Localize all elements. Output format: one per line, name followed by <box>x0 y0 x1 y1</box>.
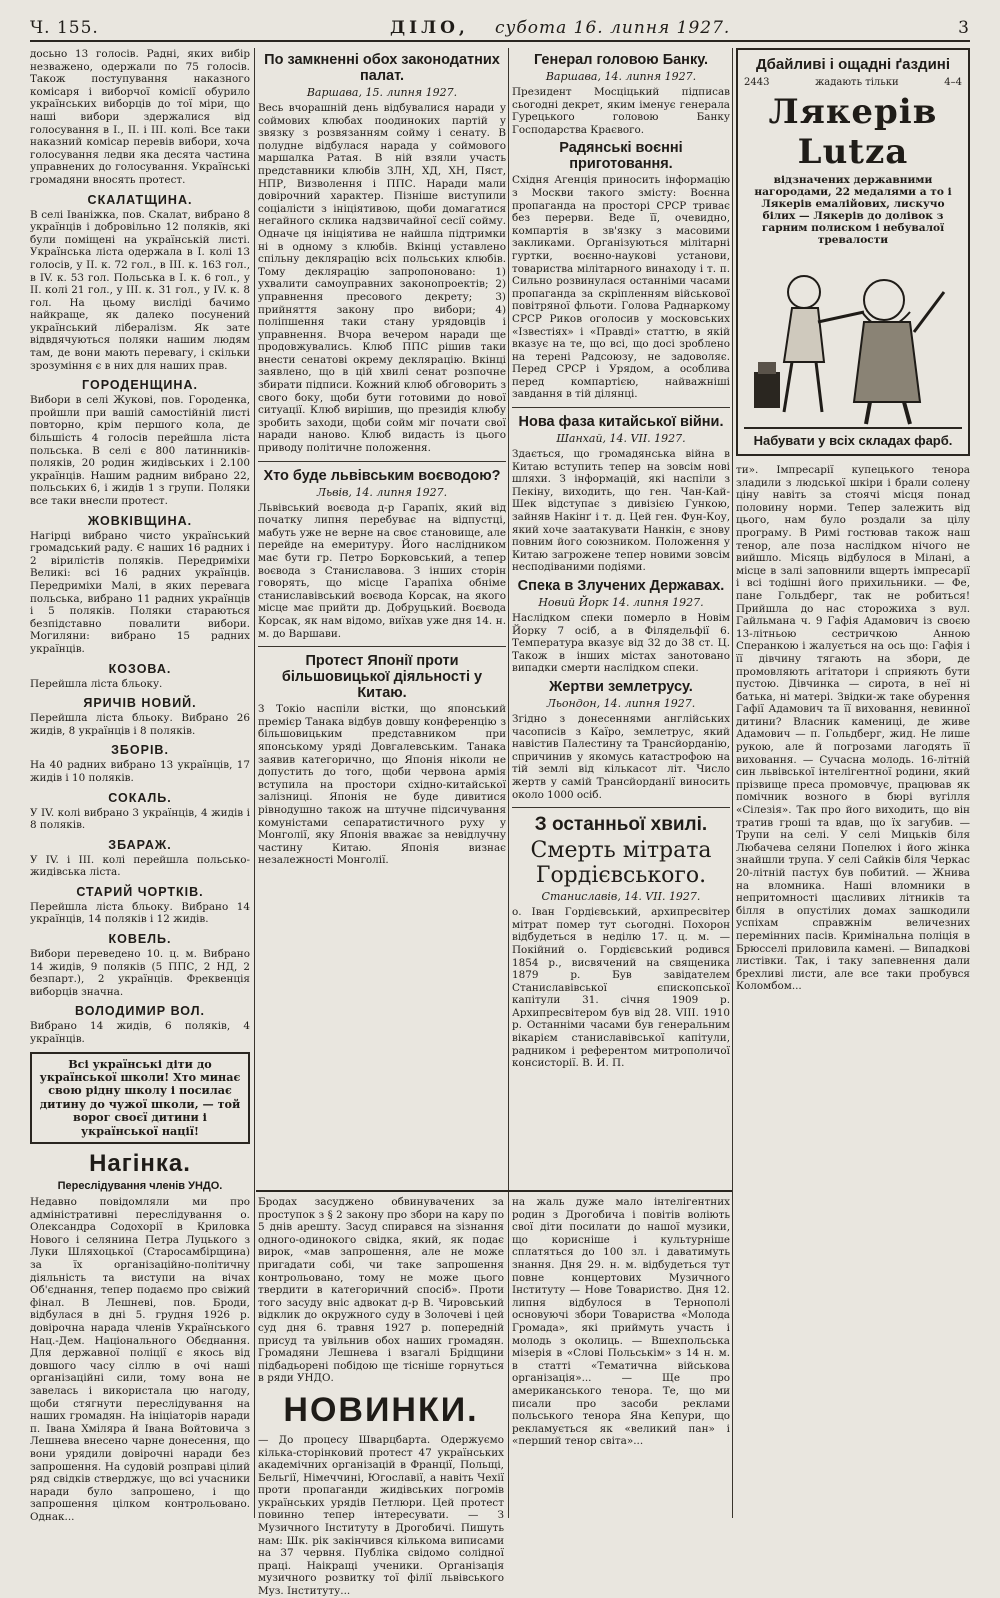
dateline: Льондон, 14. липня 1927. <box>546 696 696 710</box>
town-heading: ЯРИЧІВ НОВИЙ. <box>83 696 197 711</box>
town-heading: КОЗОВА. <box>108 661 172 676</box>
town-report: Перейшла ліста бльоку. Вибрано 26 жидів, 8 українців і 8 поляків. <box>30 712 250 737</box>
page-number: 3 <box>958 18 970 38</box>
article-separator <box>512 407 730 408</box>
town-report: У IV. колі вибрано 3 українців, 4 жидів і 8 поляків. <box>30 806 250 832</box>
paint-can-lid <box>758 362 776 374</box>
town-report: Вибори в селі Жукові, пов. Городенка, пройшли при вашій самостійній листі повторно, крім першого кола, де більшість 4 голосів перейшла ліста польська. В селі є 800 латинників-поляків, 20 родин жидівських і 2.100 українців. Нашим радним вибрано 22, польських 6, і жидів 1 з групи. Поляки все таки внесли протест. <box>30 394 250 507</box>
figure-head <box>788 276 820 308</box>
ad-footer: Набувати у всіх складах фарб. <box>744 427 962 448</box>
man-legs <box>866 402 910 424</box>
article-title: По замкненні обох законодатних палат. <box>264 52 500 84</box>
town-heading: ЖОВКІВЩИНА. <box>87 513 193 528</box>
man-body <box>854 322 920 402</box>
article-title: Спека в Злучених Державах. <box>517 578 725 594</box>
dateline: Шанхай, 14. VII. 1927. <box>556 432 686 446</box>
town-report: Вибрано 14 жидів, 6 поляків, 4 українців. <box>30 1020 250 1046</box>
column-2 <box>258 48 506 1186</box>
man-head <box>864 280 904 320</box>
article-separator <box>512 807 730 808</box>
article-text: Львівський воєвода д-р Гарапіх, який від початку липня перебуває на відпустці, мабуть уже не верне на своє становище, але перейде на емеритуру. Його наслідником має бути гр. Петро Борковський, а тепер воєвода з Станиславова. З інших сторін говорять, що місце Гарапіха обніме станиславівський воєвода Корсак, на якого місце має прийти др. Добруцький. Воєвода Корсак, як нам відомо, виїхав уже дня 14. н. м. до Варшави. <box>258 501 506 640</box>
news-section-title: НОВИНКИ. <box>283 1390 479 1429</box>
town-report: На 40 радних вибрано 13 українців, 17 жидів і 10 поляків. <box>30 759 250 784</box>
article-separator <box>258 646 506 647</box>
column-rule <box>508 48 509 1518</box>
ad-headline: Дбайливі і ощадні ґаздині <box>755 56 951 73</box>
article-text: Президент Мосціцький підписав сьогодні декрет, яким іменує генерала Гурецького головою Банку Господарства Краєвого. <box>512 86 730 136</box>
dateline: Львів, 14. липня 1927. <box>316 485 448 499</box>
town-report: У IV. і III. колі перейшла польсько-жидівська ліста. <box>30 853 250 879</box>
man-arm <box>914 292 944 332</box>
town-report: Перейшла ліста бльоку. <box>30 677 163 690</box>
column-rule <box>732 48 733 1518</box>
article-text: Згідно з донесеннями англійських часописів з Каїро, землетрус, який навістив Палестину та Трансйорданію, спричинив у якомусь катастрофою на тій землі від кількасот літ. Число жертв у самій Трансйорданії виносить около 1000 осіб. <box>512 712 730 801</box>
ad-description: відзначених державними нагородами, 22 медалями а то і Лякерів емалійових, лискучо білих — Лякерів до долівок з гарним полиском і небувалої тревалости <box>754 174 952 246</box>
article-text: Східня Агенція приносить інформацію з Москви такого змісту: Воєнна пропаганда на просторі СРСР триває без перерви. Веде її, очевидно, компартія в зв'язку з масовими закликами. Організуються мілітарні гуртки, воєнно-наукові установи, товариства мілітарного винаходу і т. п. Сильно розвинулася останніми часами пропаганда за скріпленням військової повітряної фльоти. Голова Раднаркому СРСР Риков оголосив у московських «Ізвестіях» і «Правді» статтю, в якій вказує на те, що всі, що досі зроблено на терені Радсоюзу, не задоволяє. Перед СРСР і Урядом, а особлива перед компартією, найважніші завдання в тій ділянці. <box>512 174 730 401</box>
town-heading: ГОРОДЕНЩИНА. <box>82 378 198 393</box>
article-text: З Токіо наспіли вістки, що японський премієр Танака відбув довшу конференцію з більшовицьким представником при японському уряді Довгалевським. Танака заявив категорично, що Японія ніколи не допустить до того, щоби червона армія вступила на простори східно-китайської залізниці. Японія не буде дивитися рівнодушно також на штучне підсичування комуністами сепаратистичного руху у Монголії, яку Японія вважає за невідлучну частину Китаю. Японія визнає незалежності Монголії. <box>258 703 506 867</box>
nahinka-title: Нагінка. <box>89 1150 191 1178</box>
article-text: Бродах засуджено обвинувачених за проступок з § 2 закону про збори на кару по 5 днів арешту. Засуд спирався на зізнання одного-одинокого свідка, який, як подає вирок, «мав запрошення, але не може пригадати собі, чи таке запрошення контрольовано, тому не може цього твердити в категоричний спосіб». Проти того засуду вніс адвокат д-р В. Чировський відклик до окружного суду в Золочеві і цей суд дня 6. травня 1927 р. попередній присуд та увільнив обох наших громадян. Громадяни Лешнева і взагалі Брідщини підбадьорені побідою ще тісніше горнуться в ряди УНДО. <box>258 1196 504 1385</box>
intro-paragraph: досьно 13 голосів. Радні, яких вибір незважено, одержали по 75 голосів. Також поступування наказного комісаря і виборчої комісії обурило українських виборців до тої міри, що наші вибори здержалися від голосування в I., II. і III. колі. Все таки наказний комісар перевів вибори, хоча голосування ледви яка десята частина управнених до голосування. Українські громадяни вносять протест. <box>30 48 250 186</box>
town-heading: СКАЛАТЩИНА. <box>87 192 193 207</box>
town-heading: ЗБАРАЖ. <box>108 837 172 852</box>
article-title: Радянські воєнні приготовання. <box>559 140 683 173</box>
article-text: о. Іван Гордієвський, архипресвітер мітрат помер тут сьогодні. Похорон відбудеться в неділю 17. ц. м. — Покійний о. Гордієвський родився 1854 р., висвячений на священика 1879 р. Був завідателем Станиславівської єпископської капітули 31. січня 1909 р. Архипресвітером був від 28. VIII. 1910 р. Останніми часами був генеральним вікарієм станиславівської капітули, радником і референтом митрополичої консисторії. В. И. П. <box>512 906 730 1070</box>
issue-number: Ч. 155. <box>30 18 99 38</box>
town-report: Перейшла ліста бльоку. Вибрано 14 українців, 14 поляків і 12 жидів. <box>30 900 250 926</box>
figure-body <box>784 308 824 362</box>
ad-illustration <box>744 252 954 430</box>
article-title: Хто буде львівським воєводою? <box>263 467 501 484</box>
article-title: Жертви землетрусу. <box>549 678 693 695</box>
article-text: — До процесу Шварцбарта. Одержуємо кілька-сторінковий протест 47 українських академічних організацій в Франції, Польщі, Бельгії, Німеччині, Югославії, а навіть Чехії проти пропаганди жидівських погромів українських урядів Петлюри. Цей протест повинно тепер інтересувати. — З Музичного Інституту в Дрогобичі. Пишуть нам: Шк. рік закінчився кількома виписами на 37 червня. Публіка свідомо солідної праці. Наікращі ученики. Організація музичного розвитку тої філії львівського Муз. Інституту... <box>258 1433 504 1598</box>
figure-arm <box>818 312 864 322</box>
ad-brand: Лякерів Lutza <box>768 92 938 172</box>
news-section-right <box>512 1196 730 1514</box>
breaking-news-title: З останньої хвилі. <box>534 814 708 836</box>
article-text: Наслідком спеки померло в Новім Йорку 7 осіб, а в Філядельфії 6. Температура вказує від 32 до 38 ст. Ц. Також в інших містах занотовано випадки смерти наслідком спеки. <box>512 612 730 675</box>
ad-code-left: 2443 <box>744 77 770 88</box>
article-text: на жаль дуже мало інтелігентних родин з Дрогобича і повітів воліють свої діти посилати до нашої музики, що корисніше і культурніше сплатяться до 100 зл. і даватимуть знання. Дня 29. н. м. відбудеться тут повне концертових Музичного Інституту — Нове Товариство. Дня 12. липня відбулося в Тернополі основуючі збори Товариства «Молода Громада», які приймуть участь і молодь з околиць. — Вшехпольська мізерія в «Слові Польськім» з 14 н. м. в статті «Тематична військова організація»... — Ще про американського тенора. Те, що ми писали про засоби реклами польського тенора Яна Кепури, що рекламується як «великий пан» і «перший тенор світа»... <box>512 1196 730 1448</box>
article-text: Весь вчорашній день відбувалися наради у соймових клюбах поодиноких партій у звязку з розвязанням сойму і сенату. В полудне відбулася нарада у соймового маршалка Ратая. В ній взяли участь представники клюбів ЗЛН, ХД, ХН, Пяст, НПР, Визволення і ППС. Наради мали довірочний характер. Пізніше виступили соціалісти з ініціятивою, щоби домагатися негайного склика надзвичайної сесії сойму. Одначе ця ініціятива не найшла підтримки ні в одному з клюбів. Вкінці уставлено спільну деклярацію всіх польських клюбів. Тому деклярацію запропоновано: 1) ухвалити самоуправних законопроектів; 2) управнення пресового декрету; 3) прийняття закону про вибори; 4) поліпшення таки стану урядовців і управнення. Вчора вечером наради ще продовжувались. Клюб ППС рішив таки внести сенатові окрему деклярацію. Вкінці заявлено, що в цій хвилі сенат розпочне збирати підписи. Кожний клюб обговорить з свого боку, щоби бути готовими до нової ситуації. Клюб вирішив, що президія клюбу зробить заходи, щоби сойм міг почати свої наради наново. Клюб видасть із цього приводу політичне положення. <box>258 102 506 455</box>
town-heading: СТАРИЙ ЧОРТКІВ. <box>76 884 204 899</box>
advertisement <box>736 48 970 456</box>
masthead <box>30 14 970 42</box>
school-notice: Всі українські діти до української школи! Хто минає свою рідну школу і посилає дитину до чужої школи, — той ворог своєї дитини і української нації! <box>30 1052 250 1144</box>
paint-can <box>754 372 780 408</box>
dateline: Станиславів, 14. VII. 1927. <box>541 890 701 904</box>
article-text: Здається, що громадянська війна в Китаю вступить тепер на зовсім нові шляхи. З інформацій, які наспіли з Пекіну, виходить, що ген. Чан-Кай-Шек відступає з дивізією Гункою, зайняв Накінґ і т. д. Цей ген. Фун-Коу, який хоче заатакувати Нанкін, є знову повним його союзником. Положення у Китаю загрожене тепер новими зовсім несподіваними подіями. <box>512 448 730 574</box>
dateline: Новий Йорк 14. липня 1927. <box>538 596 704 609</box>
breaking-news-subtitle: Смерть мітрата Гордієвського. <box>530 838 712 889</box>
nahinka-text: Недавно повідомляли ми про адміністративні переслідування о. Олександра Содохорії в Криловка Нового і селянина Петра Луцького з Луки Шляхоцької (Старосамбірщина) за їх організаційно-політичну діяльність та виступи на вічах Об'єднання, тепер подаємо про свіжий фінал. В Лешневі, пов. Броди, відбулася в дні 5. грудня 1926 р. довірочна нарада членів Українського Нац.-Дем. Національного Обєднання. Для державної поліції є якось від довшого часу сіллю в очі наші організаційні сили, тому вона не завелась і використала цю нагоду, щоби стягнути переслідування на наших громадян. На ініціаторів наради п. Івана Хміляра й Івана Войтовича з Лешнева внесено чарне донесення, що вони урядили довірочні наради без запрошення. На судовій розправі цілий ряд свідків стверджує, що всі учасники наради було запрошено, і що запрошення цілком контрольовано. Однак... <box>30 1196 250 1523</box>
issue-date: субота 16. липня 1927. <box>495 18 731 38</box>
town-heading: ЗБОРІВ. <box>111 743 169 758</box>
section-rule <box>256 1190 732 1192</box>
ad-code-right: 4–4 <box>944 77 962 88</box>
town-report: Нагірці вибрано чисто український громадський раду. Є наших 16 радних і 2 вірилістів поляків. Передриміхи Великі: всі 16 радних українців. Передриміхи Малі, в яких перевага польська, вибрано 11 радних українців і 5 поляків. Поляки стараються безпідставно повалити вибори. Могиляни: вибрано 15 радних українців. <box>30 529 250 655</box>
column-1 <box>30 48 250 1524</box>
article-title: Генерал головою Банку. <box>533 52 709 68</box>
ad-row <box>744 77 962 88</box>
article-title: Нова фаза китайської війни. <box>518 414 724 431</box>
dateline: Варшава, 15. липня 1927. <box>306 86 458 99</box>
paper-title: ДІЛО, <box>390 18 469 38</box>
ad-middle-text: жадають тільки <box>815 77 899 88</box>
column-3 <box>512 48 730 1186</box>
news-section-left <box>258 1196 504 1598</box>
column-text: ти». Імпресарії купецького тенора зладили з людської шкіри і брали солену ціну навіть за стоячі місця понад половину норми. Тепер залежить від цього, нам було роздали за цілу програму. В Римі гостював також наш тенор, але поза наслідком нічого не вийшло. Місяць відбулося в Мілані, а місце в залі заповнили вщерть імпресарії і всі тодішні його прихильники. — Фе, пане Гольдберг, так не робиться! Прийшла до нас сторожиха з вул. Гайльмана ч. 9 Гафія Адамович із своєю 13-літньою сестричкою Анною Сперанкою і жалується на ось що: Гафія і її дівчину тягають на збори, де промовляють агітатори і сприяють бути пустою. Дівчинка — сирота, в неї ні батька, ні матері. Звідки-ж таке обурення Гафії Адамович та її виховання, невинної дитини? Власник камениці, де живе Адамович — п. Гольдберг, жид. Не лише рукою, але й погрозами лагодять її виховання. — Сучасна молодь. 16-літній син львівської інтелігентної родини, який прізвище преса промовчує, працював як помічник возного в бюрі вугілля «Сілезія». Так про його виходить, що він тратив гроші та вдав, що їх загубив. — Трупи на селі. У селі Мицьків біля Любачева селяни Попелюх і його жінка знайшли трупа. У селі Сайків біля Черкас 20-літній пастух був побитий. — Жнива на вломника. Наші вломники в непритомності щасливих літників та білля в опустілих домах зашкодили успіхам справжнім величезних перемінних пасів. Кримінальна поліція в Брюсселі приловила камені. — Випадкові листівки. Так, і таку запевнення дали брехливі листи, але все таки пробувся Коломбом... <box>736 464 970 993</box>
column-rule <box>254 48 255 1518</box>
figure-legs <box>784 362 822 412</box>
town-heading: СОКАЛЬ. <box>108 790 172 805</box>
article-separator <box>258 461 506 462</box>
article-title: Протест Японії проти більшовицької діяльності у Китаю. <box>281 653 483 702</box>
town-heading: ВОЛОДИМИР ВОЛ. <box>75 1004 205 1019</box>
town-heading: КОВЕЛЬ. <box>108 932 172 947</box>
dateline: Варшава, 14. липня 1927. <box>545 70 697 83</box>
town-report: Вибори переведено 10. ц. м. Вибрано 14 жидів, 9 поляків (5 ППС, 2 НД, 2 безпарт.), 2 українців. Фреквенція виборців значна. <box>30 948 250 998</box>
column-4 <box>736 48 970 1524</box>
town-report: В селі Іваніжка, пов. Скалат, вибрано 8 українців і добровільно 12 поляків, які були поміщені на українській листі. Українська ліста одержала в I. колі 13 голосів, у II. к. 72 гол., в III. к. 163 гол., в IV. к. 53 гол. Польська в I. к. 6 гол., у II. колі 21 гол., у III. к. 31 гол., у IV. к. 8 гол. На цьому висліді бачимо найкраще, як далеко посунений український лібералізм. Як зате відвдячуються поляки нашим людям там, де вони мають перевагу, і скільки зрозуміння є в них для наших прав. <box>30 208 250 372</box>
nahinka-subtitle: Переслідування членів УНДО. <box>57 1180 223 1193</box>
